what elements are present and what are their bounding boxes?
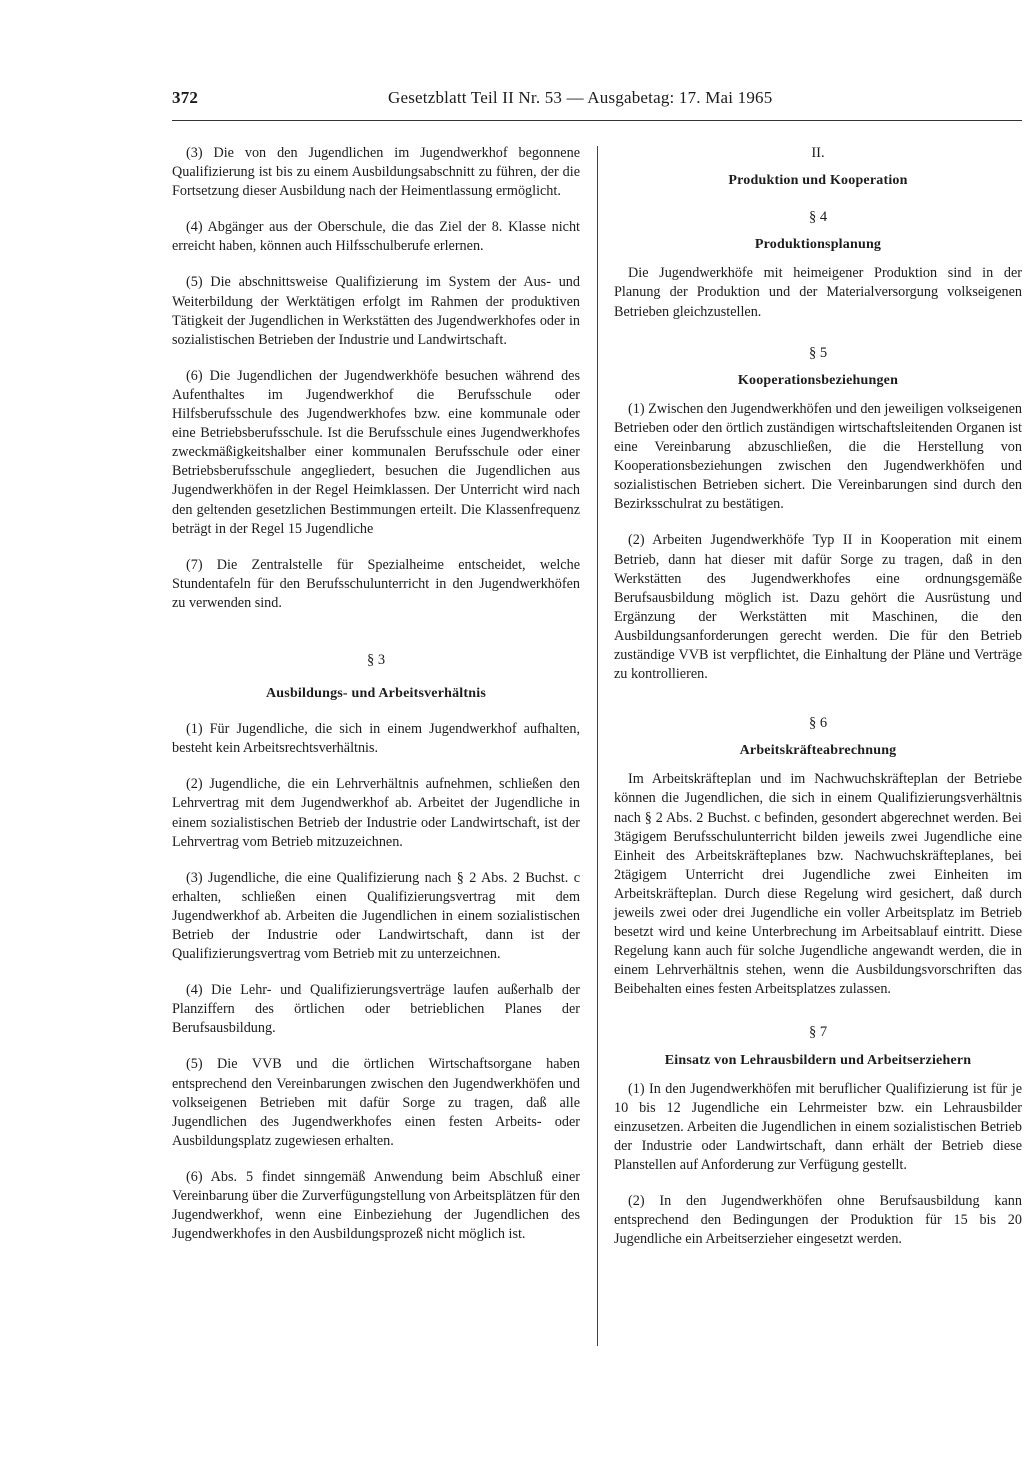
part-title: Produktion und Kooperation — [728, 173, 908, 189]
paragraph: (2) In den Jugendwerkhöfen ohne Berufsausbildung kann entsprechend den Bedingungen der Produktion für 15 bis 20 Jugendliche ein Arbeitserzieher eingesetzt werden. — [614, 1193, 1022, 1248]
left-column — [172, 144, 580, 1244]
section-number: § 5 — [808, 344, 828, 361]
page-header — [172, 88, 1022, 112]
header-rule — [172, 120, 1022, 121]
paragraph: (3) Jugendliche, die eine Qualifizierung nach § 2 Abs. 2 Buchst. c erhalten, schließen einen Qualifizierungsvertrag mit dem Jugendwerkhof ab. Arbeiten die Jugendlichen in einem sozialistischen Betrieb der Industrie oder Landwirtschaft, dann ist der Qualifizierungsvertrag vom Betrieb mit zu unterzeichnen. — [172, 869, 580, 963]
paragraph: (7) Die Zentralstelle für Spezialheime entscheidet, welche Stundentafeln für den Berufsschulunterricht in den Jugendwerkhöfen zu verwenden sind. — [172, 556, 580, 611]
paragraph: (4) Abgänger aus der Oberschule, die das Ziel der 8. Klasse nicht erreicht haben, können auch Hilfsschulberufe erlernen. — [172, 219, 580, 255]
right-column — [614, 144, 1022, 1249]
section-heading: Einsatz von Lehrausbildern und Arbeitserziehern — [664, 1052, 972, 1068]
section-heading: Kooperationsbeziehungen — [737, 372, 899, 388]
paragraph: (2) Jugendliche, die ein Lehrverhältnis aufnehmen, schließen den Lehrvertrag mit dem Jugendwerkhof ab. Arbeitet der Jugendliche in einem sozialistischen Betrieb der Industrie oder Landwirtschaft, ist der Lehrvertrag vom Betrieb mitzuzeichnen. — [172, 776, 580, 850]
paragraph: (1) Für Jugendliche, die sich in einem Jugendwerkhof aufhalten, besteht kein Arbeitsrechtsverhältnis. — [172, 721, 580, 757]
paragraph: (4) Die Lehr- und Qualifizierungsverträge laufen außerhalb der Planziffern des örtlichen oder betrieblichen Planes der Berufsausbildung. — [172, 982, 580, 1037]
paragraph: (1) Zwischen den Jugendwerkhöfen und den jeweiligen volkseigenen Betrieben oder den örtlich zuständigen wirtschaftsleitenden Organen ist eine Vereinbarung abzuschließen, die die Herstellung von Kooperationsbeziehungen zwischen den Jugendwerkhöfen und sozialistischen Betrieben sichert. Die Vereinbarungen sind durch den Bezirksschulrat zu bestätigen. — [614, 400, 1022, 513]
section-heading: Arbeitskräfteabrechnung — [739, 743, 897, 759]
paragraph: (6) Die Jugendlichen der Jugendwerkhöfe besuchen während des Aufenthaltes im Jugendwerkhof die Berufsschule oder Hilfsberufsschule des Jugendwerkhofes bzw. eine kommunale oder eine Betriebsberufsschule. Ist die Berufsschule eines Jugendwerkhofes zweckmäßigkeitshalber einer kommunalen Berufsschule oder einer Betriebsberufsschule angegliedert, besuchen die Jugendlichen aus Jugendwerkhöfen in der Regel Heimklassen. Der Unterricht wird nach den geltenden gesetzlichen Bestimmungen erteilt. Die Klassenfrequenz beträgt in der Regel 15 Jugendliche — [172, 367, 580, 537]
section-number: § 4 — [808, 209, 828, 226]
section-number: § 3 — [366, 651, 386, 668]
column-divider — [597, 146, 598, 1346]
paragraph: Im Arbeitskräfteplan und im Nachwuchskräfteplan der Betriebe können die Jugendlichen, die sich in einem Qualifizierungsverhältnis nach § 2 Abs. 2 Buchst. c befinden, gesondert abgerechnet werden. Bei 3tägigem Berufsschulunterricht bilden jeweils zwei Jugendliche eine Einheit des Arbeitskräfteplanes bzw. Nachwuchskräfteplanes, bei 2tägigem Unterricht drei Jugendliche zwei Einheiten im Arbeitskräfteplan. Durch diese Regelung wird gesichert, daß durch jeweils zwei oder drei Jugendliche ein voller Arbeitsplatz im Betrieb besetzt wird und keine Unterbrechung im Arbeitsablauf eintritt. Diese Regelung kann auch für solche Jugendliche angewandt werden, die in einem Lehrverhältnis stehen, wenn die Ausbildungsvorschriften das Beibehalten eines festen Arbeitsplatzes zulassen. — [614, 771, 1022, 998]
section-heading: Ausbildungs- und Arbeitsverhältnis — [266, 686, 486, 702]
paragraph: (1) In den Jugendwerkhöfen mit beruflicher Qualifizierung ist für je 10 bis 12 Jugendliche ein Lehrmeister bzw. ein Lehrausbilder einzusetzen. Arbeiten die Jugendlichen in einem sozialistischen Betrieb der Industrie oder Landwirtschaft, dann erhält der Betrieb diese Planstellen auf Anforderung zur Verfügung gestellt. — [614, 1080, 1022, 1174]
paragraph: (5) Die abschnittsweise Qualifizierung im System der Aus- und Weiterbildung der Werktätigen erfolgt im Rahmen der produktiven Tätigkeit der Jugendlichen in Werkstätten des Jugendwerkhofes oder in sozialistischen Betrieben der Industrie und Landwirtschaft. — [172, 274, 580, 348]
paragraph: (2) Arbeiten Jugendwerkhöfe Typ II in Kooperation mit einem Betrieb, dann hat dieser mit dafür Sorge zu tragen, daß in den Werkstätten des Jugendwerkhofes eine ordnungsgemäße Berufsausbildung möglich ist. Dazu gehört die Ausrüstung und Ergänzung der Werkstätten mit Maschinen, die den Ausbildungsanforderungen gerecht werden. Die für den Betrieb zuständige VVB ist verpflichtet, die Einhaltung der Pläne und Verträge zu kontrollieren. — [614, 532, 1022, 683]
section-number: § 6 — [808, 715, 828, 732]
paragraph: (5) Die VVB und die örtlichen Wirtschaftsorgane haben entsprechend den Vereinbarungen zwischen den Jugendwerkhöfen und volkseigenen Betrieben mit dafür Sorge zu tragen, daß alle Jugendlichen des Jugendwerkhofes einen festen Arbeits- oder Ausbildungsplatz zugewiesen erhalten. — [172, 1056, 580, 1149]
part-number: II. — [811, 145, 825, 161]
section-heading: Produktionsplanung — [754, 237, 882, 253]
paragraph: Die Jugendwerkhöfe mit heimeigener Produktion sind in der Planung der Produktion und der Materialversorgung volkseigenen Betrieben gleichzustellen. — [614, 265, 1022, 320]
paragraph: (3) Die von den Jugendlichen im Jugendwerkhof begonnene Qualifizierung ist bis zu einem Ausbildungsabschnitt zu führen, der die Fortsetzung dieser Ausbildung nach der Heimentlassung ermöglicht. — [172, 145, 580, 200]
section-number: § 7 — [808, 1024, 828, 1041]
paragraph: (6) Abs. 5 findet sinngemäß Anwendung beim Abschluß einer Vereinbarung über die Zurverfügungstellung von Arbeitsplätzen für den Jugendwerkhof, wenn eine Einbeziehung der Jugendlichen des Jugendwerkhofes in den Ausbildungsprozeß nicht möglich ist. — [172, 1168, 580, 1243]
page-title: Gesetzblatt Teil II Nr. 53 — Ausgabetag: 17. Mai 1965 — [388, 88, 773, 107]
page-number: 372 — [172, 88, 199, 107]
